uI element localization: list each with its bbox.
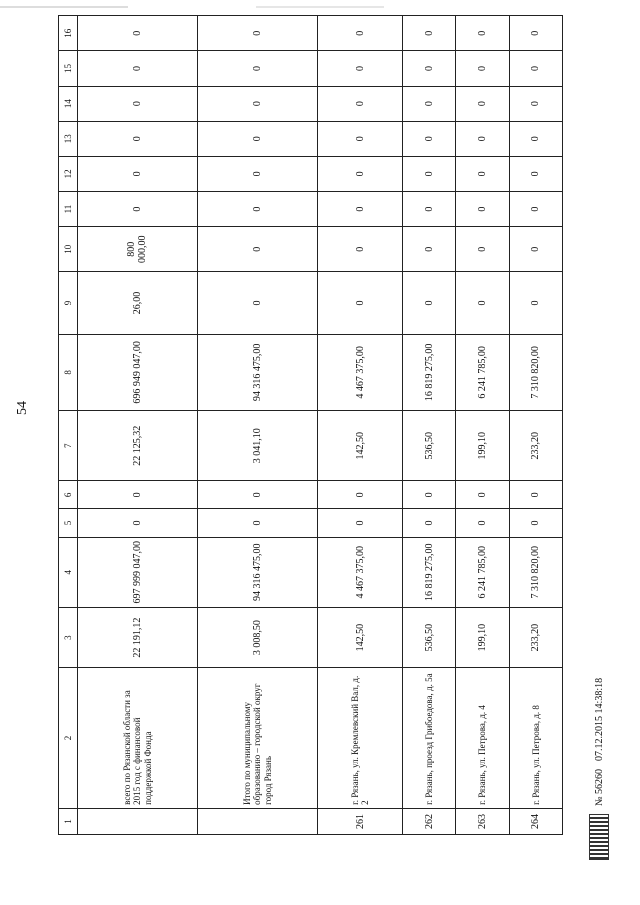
row-name-cell: г. Рязань, проезд Грибоедова, д. 5а [403,668,456,809]
value-cell: 0 [403,272,456,334]
value-cell: 536,50 [403,411,456,481]
value-cell: 0 [78,16,198,51]
column-header: 6 [59,481,78,509]
value-cell: 26,00 [78,272,198,334]
value-cell: 0 [509,509,562,537]
value-cell: 0 [78,509,198,537]
row-name-cell: Итого по муниципальному образованию – городской округ город Рязань [197,668,317,809]
column-header: 10 [59,227,78,272]
value-cell: 0 [317,272,402,334]
value-cell: 0 [317,191,402,226]
value-cell: 6 241 785,00 [456,537,509,607]
value-cell: 0 [509,121,562,156]
value-cell: 142,50 [317,607,402,667]
column-header: 15 [59,51,78,86]
value-cell: 536,50 [403,607,456,667]
column-header: 9 [59,272,78,334]
value-cell: 697 999 047,00 [78,537,198,607]
barcode-stamp-icon [589,814,609,860]
value-cell: 0 [456,16,509,51]
scan-edge [0,6,640,8]
value-cell: 199,10 [456,607,509,667]
value-cell: 0 [403,481,456,509]
column-header: 8 [59,334,78,410]
value-cell: 0 [456,156,509,191]
value-cell: 0 [317,121,402,156]
value-cell: 233,20 [509,411,562,481]
table-row [317,16,402,835]
row-index-cell: 262 [403,808,456,834]
column-header: 16 [59,16,78,51]
value-cell: 4 467 375,00 [317,537,402,607]
value-cell: 199,10 [456,411,509,481]
value-cell: 0 [456,191,509,226]
row-index-cell [78,808,198,834]
value-cell: 0 [78,481,198,509]
value-cell: 0 [509,191,562,226]
value-cell: 0 [197,481,317,509]
value-cell: 0 [456,121,509,156]
value-cell: 16 819 275,00 [403,537,456,607]
doc-datetime: 07.12.2015 14:38:18 [593,677,605,761]
column-header: 4 [59,537,78,607]
value-cell: 0 [456,227,509,272]
value-cell: 22 125,32 [78,411,198,481]
doc-number: № 56260 [593,768,605,806]
table-row [509,16,562,835]
value-cell: 4 467 375,00 [317,334,402,410]
value-cell: 0 [456,51,509,86]
value-cell: 0 [317,509,402,537]
value-cell: 0 [317,227,402,272]
value-cell: 0 [197,16,317,51]
value-cell: 0 [317,16,402,51]
value-cell: 0 [197,156,317,191]
value-cell: 0 [197,191,317,226]
column-header: 3 [59,607,78,667]
row-name-cell: г. Рязань, ул. Кремлевский Вал, д. 2 [317,668,402,809]
rotated-table [58,15,563,835]
value-cell: 0 [317,86,402,121]
row-index-cell: 261 [317,808,402,834]
table-row [456,16,509,835]
value-cell: 0 [456,509,509,537]
value-cell: 0 [509,481,562,509]
row-index-cell [197,808,317,834]
header-row [59,16,78,835]
column-header: 14 [59,86,78,121]
column-header: 5 [59,509,78,537]
value-cell: 0 [403,16,456,51]
value-cell: 0 [456,272,509,334]
column-header: 7 [59,411,78,481]
value-cell: 0 [509,51,562,86]
value-cell: 0 [403,51,456,86]
value-cell: 0 [403,121,456,156]
value-cell: 0 [78,156,198,191]
value-cell: 0 [403,191,456,226]
value-cell: 0 [509,272,562,334]
value-cell: 7 310 820,00 [509,334,562,410]
value-cell: 0 [197,51,317,86]
footer-stamp [586,660,612,860]
row-index-cell: 263 [456,808,509,834]
value-cell: 0 [456,86,509,121]
table-row [197,16,317,835]
value-cell: 0 [197,272,317,334]
table-row [78,16,198,835]
row-name-cell: г. Рязань, ул. Петрова, д. 8 [509,668,562,809]
value-cell: 696 949 047,00 [78,334,198,410]
value-cell: 0 [197,86,317,121]
value-cell: 0 [78,191,198,226]
value-cell: 0 [403,86,456,121]
value-cell: 0 [403,227,456,272]
value-cell: 0 [403,156,456,191]
value-cell: 0 [317,481,402,509]
value-cell: 0 [78,121,198,156]
row-index-cell: 264 [509,808,562,834]
value-cell: 0 [317,156,402,191]
value-cell: 0 [197,509,317,537]
value-cell: 0 [509,16,562,51]
rotated-table-wrapper [58,15,563,835]
page-number: 54 [15,401,30,415]
value-cell: 0 [197,121,317,156]
value-cell: 3 041,10 [197,411,317,481]
value-cell: 0 [78,51,198,86]
value-cell: 233,20 [509,607,562,667]
column-header: 1 [59,808,78,834]
value-cell: 3 008,50 [197,607,317,667]
value-cell: 0 [509,227,562,272]
value-cell: 0 [403,509,456,537]
column-header: 2 [59,668,78,809]
value-cell: 7 310 820,00 [509,537,562,607]
value-cell: 0 [509,86,562,121]
value-cell: 94 316 475,00 [197,537,317,607]
data-table [58,15,563,835]
column-header: 11 [59,191,78,226]
value-cell: 94 316 475,00 [197,334,317,410]
value-cell: 0 [197,227,317,272]
value-cell: 0 [78,86,198,121]
value-cell: 16 819 275,00 [403,334,456,410]
table-row [403,16,456,835]
row-name-cell: всего по Рязанской области за 2015 год с финансовой поддержкой Фонда [78,668,198,809]
value-cell: 22 191,12 [78,607,198,667]
column-header: 13 [59,121,78,156]
value-cell: 0 [456,481,509,509]
value-cell: 800 000,00 [78,227,198,272]
value-cell: 6 241 785,00 [456,334,509,410]
row-name-cell: г. Рязань, ул. Петрова, д. 4 [456,668,509,809]
value-cell: 0 [509,156,562,191]
value-cell: 142,50 [317,411,402,481]
value-cell: 0 [317,51,402,86]
column-header: 12 [59,156,78,191]
